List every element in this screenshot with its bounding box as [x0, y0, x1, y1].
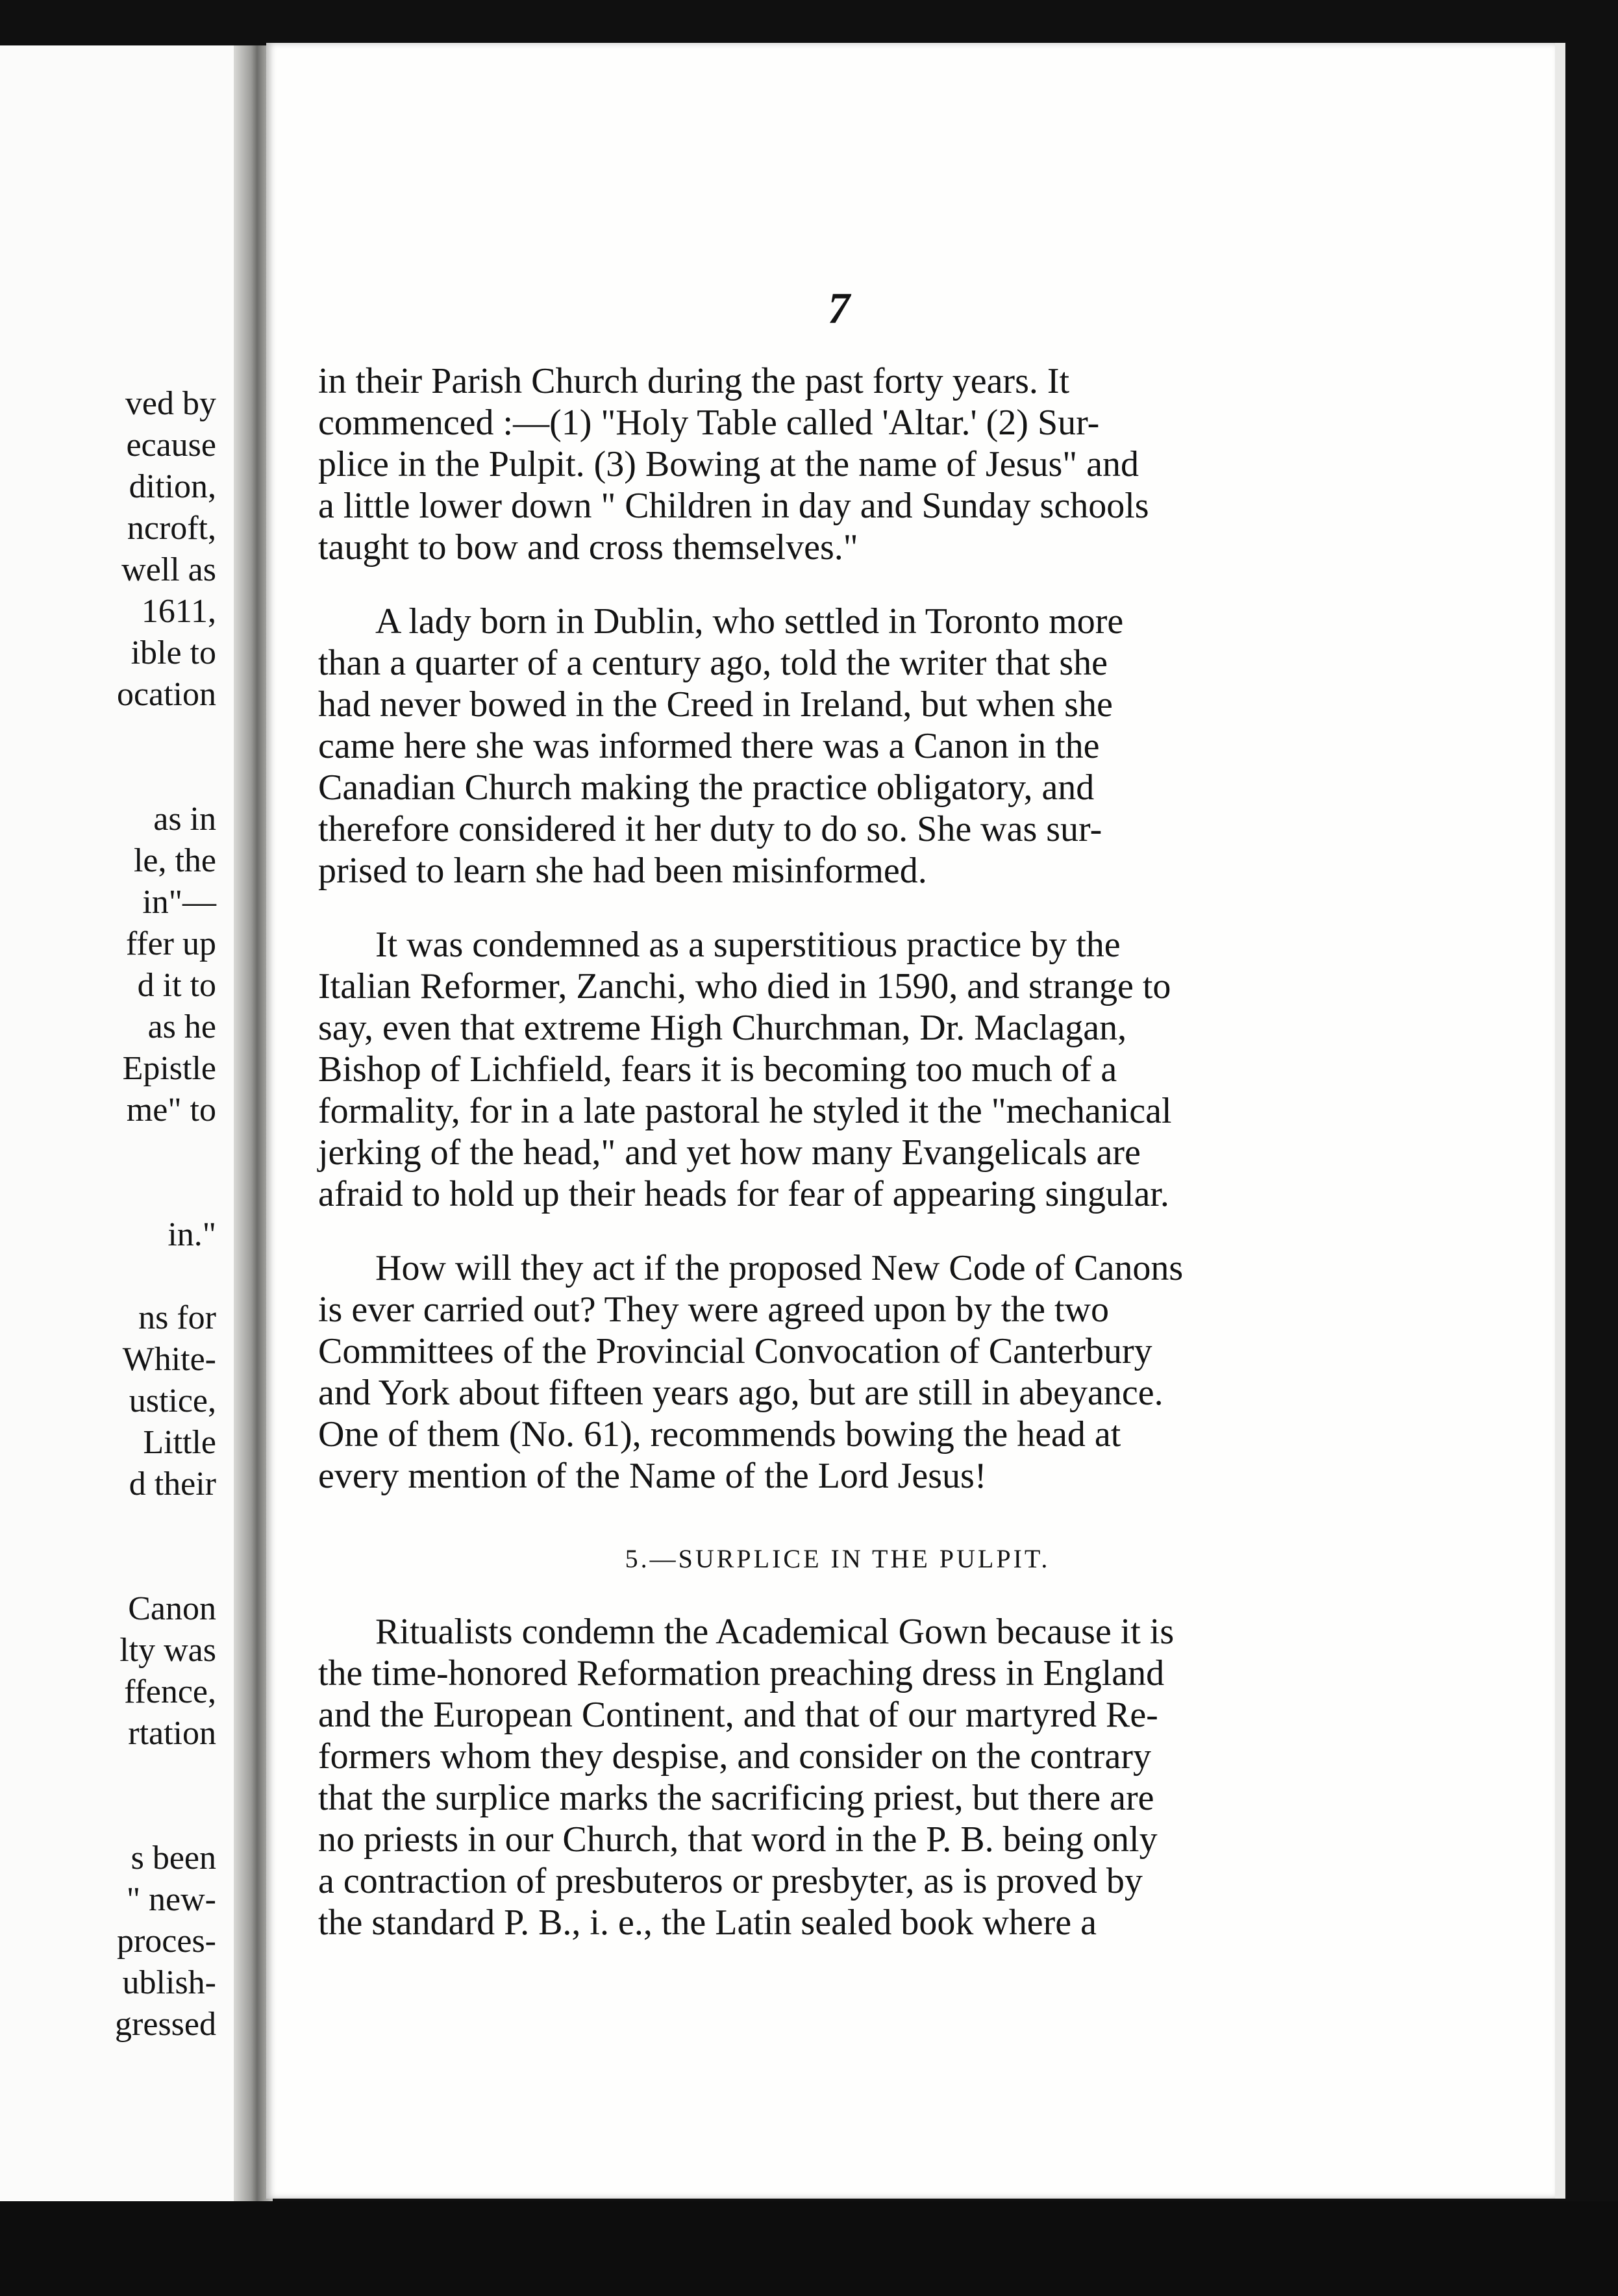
left-page-line: Canon — [128, 1590, 216, 1627]
left-page-line: ffence, — [124, 1673, 216, 1710]
text-line: than a quarter of a century ago, told the writer that she — [318, 643, 1108, 683]
left-page-line: ocation — [116, 676, 216, 713]
text-line: How will they act if the proposed New Code of Canons — [375, 1248, 1184, 1288]
left-page-line — [0, 1796, 216, 1838]
left-page-line: proces- — [116, 1923, 216, 1960]
text-line: say, even that extreme High Churchman, Dr. Maclagan, — [318, 1008, 1127, 1048]
left-page-line — [0, 1547, 216, 1588]
left-page-line: ncroft, — [127, 510, 216, 547]
text-line: taught to bow and cross themselves." — [318, 527, 858, 568]
paragraph — [318, 1247, 1357, 1497]
text-line: formality, for in a late pastoral he styled it the "mechanical — [318, 1091, 1172, 1131]
text-line: is ever carried out? They were agreed upon by the two — [318, 1290, 1110, 1330]
text-line: commenced :—(1) "Holy Table called 'Altar.' (2) Sur- — [318, 403, 1100, 443]
left-page-line: dition, — [129, 468, 216, 505]
paragraph — [318, 360, 1357, 568]
text-line: a contraction of presbuteros or presbyter, as is proved by — [318, 1861, 1143, 1901]
text-line: had never bowed in the Creed in Ireland, but when she — [318, 684, 1113, 725]
text-line: therefore considered it her duty to do so. She was sur- — [318, 809, 1102, 849]
page-number: 7 — [828, 283, 850, 332]
left-page-line: in." — [168, 1216, 216, 1253]
text-line: and York about fifteen years ago, but are still in abeyance. — [318, 1373, 1164, 1413]
text-line: A lady born in Dublin, who settled in Toronto more — [375, 601, 1124, 642]
left-page-line: lty was — [119, 1632, 216, 1669]
text-line: One of them (No. 61), recommends bowing the head at — [318, 1414, 1121, 1454]
text-line: the standard P. B., i. e., the Latin sealed book where a — [318, 1903, 1097, 1943]
text-line: that the surplice marks the sacrificing priest, but there are — [318, 1778, 1154, 1818]
left-page-line: " new- — [126, 1881, 216, 1918]
text-line: every mention of the Name of the Lord Jesus! — [318, 1456, 987, 1496]
text-line: Canadian Church making the practice obligatory, and — [318, 767, 1095, 808]
scan-border — [0, 2201, 1618, 2296]
left-page-line: ecause — [126, 427, 216, 464]
left-page-line: d their — [129, 1466, 216, 1503]
left-page-line: me" to — [126, 1092, 216, 1129]
text-line: in their Parish Church during the past forty years. It — [318, 361, 1070, 401]
section-heading: 5.—SURPLICE IN THE PULPIT. — [625, 1544, 1051, 1573]
text-line: Ritualists condemn the Academical Gown because it is — [375, 1612, 1175, 1652]
left-page-line: as he — [147, 1008, 216, 1045]
left-page-line: d it to — [137, 967, 216, 1004]
page-body — [318, 360, 1357, 1943]
text-line: prised to learn she had been misinformed. — [318, 851, 927, 891]
left-page-line: well as — [121, 551, 216, 588]
left-page-line: rtation — [128, 1715, 216, 1752]
left-page-line: ublish- — [122, 1964, 216, 2001]
left-page-line: ffer up — [125, 925, 216, 962]
left-page-line: gressed — [115, 2006, 216, 2043]
left-page-line — [0, 1173, 216, 1214]
text-line: jerking of the head," and yet how many Evangelicals are — [318, 1132, 1141, 1173]
text-line: plice in the Pulpit. (3) Bowing at the name of Jesus" and — [318, 444, 1139, 484]
left-page-line — [0, 1131, 216, 1173]
left-page-line — [0, 1505, 216, 1547]
left-page-line: ible to — [131, 634, 216, 671]
text-line: afraid to hold up their heads for fear of appearing singular. — [318, 1174, 1169, 1214]
left-page-line: ved by — [125, 385, 216, 422]
left-page-line — [0, 1256, 216, 1297]
left-page-line: in"— — [142, 884, 216, 921]
left-page-text-fragments — [0, 383, 216, 2045]
left-page-line: 1611, — [141, 593, 216, 630]
text-line: Committees of the Provincial Convocation of Canterbury — [318, 1331, 1152, 1371]
text-line: and the European Continent, and that of our martyred Re- — [318, 1695, 1158, 1735]
left-page-line: Little — [143, 1424, 216, 1461]
left-page-line: s been — [131, 1840, 216, 1877]
text-line: Bishop of Lichfield, fears it is becoming too much of a — [318, 1049, 1117, 1090]
left-page-line — [0, 757, 216, 799]
left-page-line — [0, 716, 216, 757]
paragraph — [318, 601, 1357, 892]
text-line: It was condemned as a superstitious practice by the — [375, 925, 1121, 965]
left-page-line: White- — [122, 1341, 216, 1378]
left-page-line: Epistle — [122, 1050, 216, 1087]
text-line: came here she was informed there was a Canon in the — [318, 726, 1100, 766]
page-edge — [1555, 43, 1565, 2199]
paragraph — [318, 924, 1357, 1215]
left-page-line — [0, 1754, 216, 1796]
text-line: no priests in our Church, that word in the P. B. being only — [318, 1819, 1158, 1860]
left-facing-page — [0, 45, 243, 2201]
left-page-line: ustice, — [129, 1382, 216, 1419]
text-line: the time-honored Reformation preaching dress in England — [318, 1653, 1165, 1693]
paragraph — [318, 1611, 1357, 1943]
text-line: formers whom they despise, and consider on the contrary — [318, 1736, 1151, 1777]
left-page-line: ns for — [138, 1299, 216, 1336]
left-page-line: le, the — [133, 842, 216, 879]
left-page-line: as in — [153, 801, 216, 838]
text-line: Italian Reformer, Zanchi, who died in 1590, and strange to — [318, 966, 1171, 1006]
text-line: a little lower down " Children in day and Sunday schools — [318, 486, 1149, 526]
